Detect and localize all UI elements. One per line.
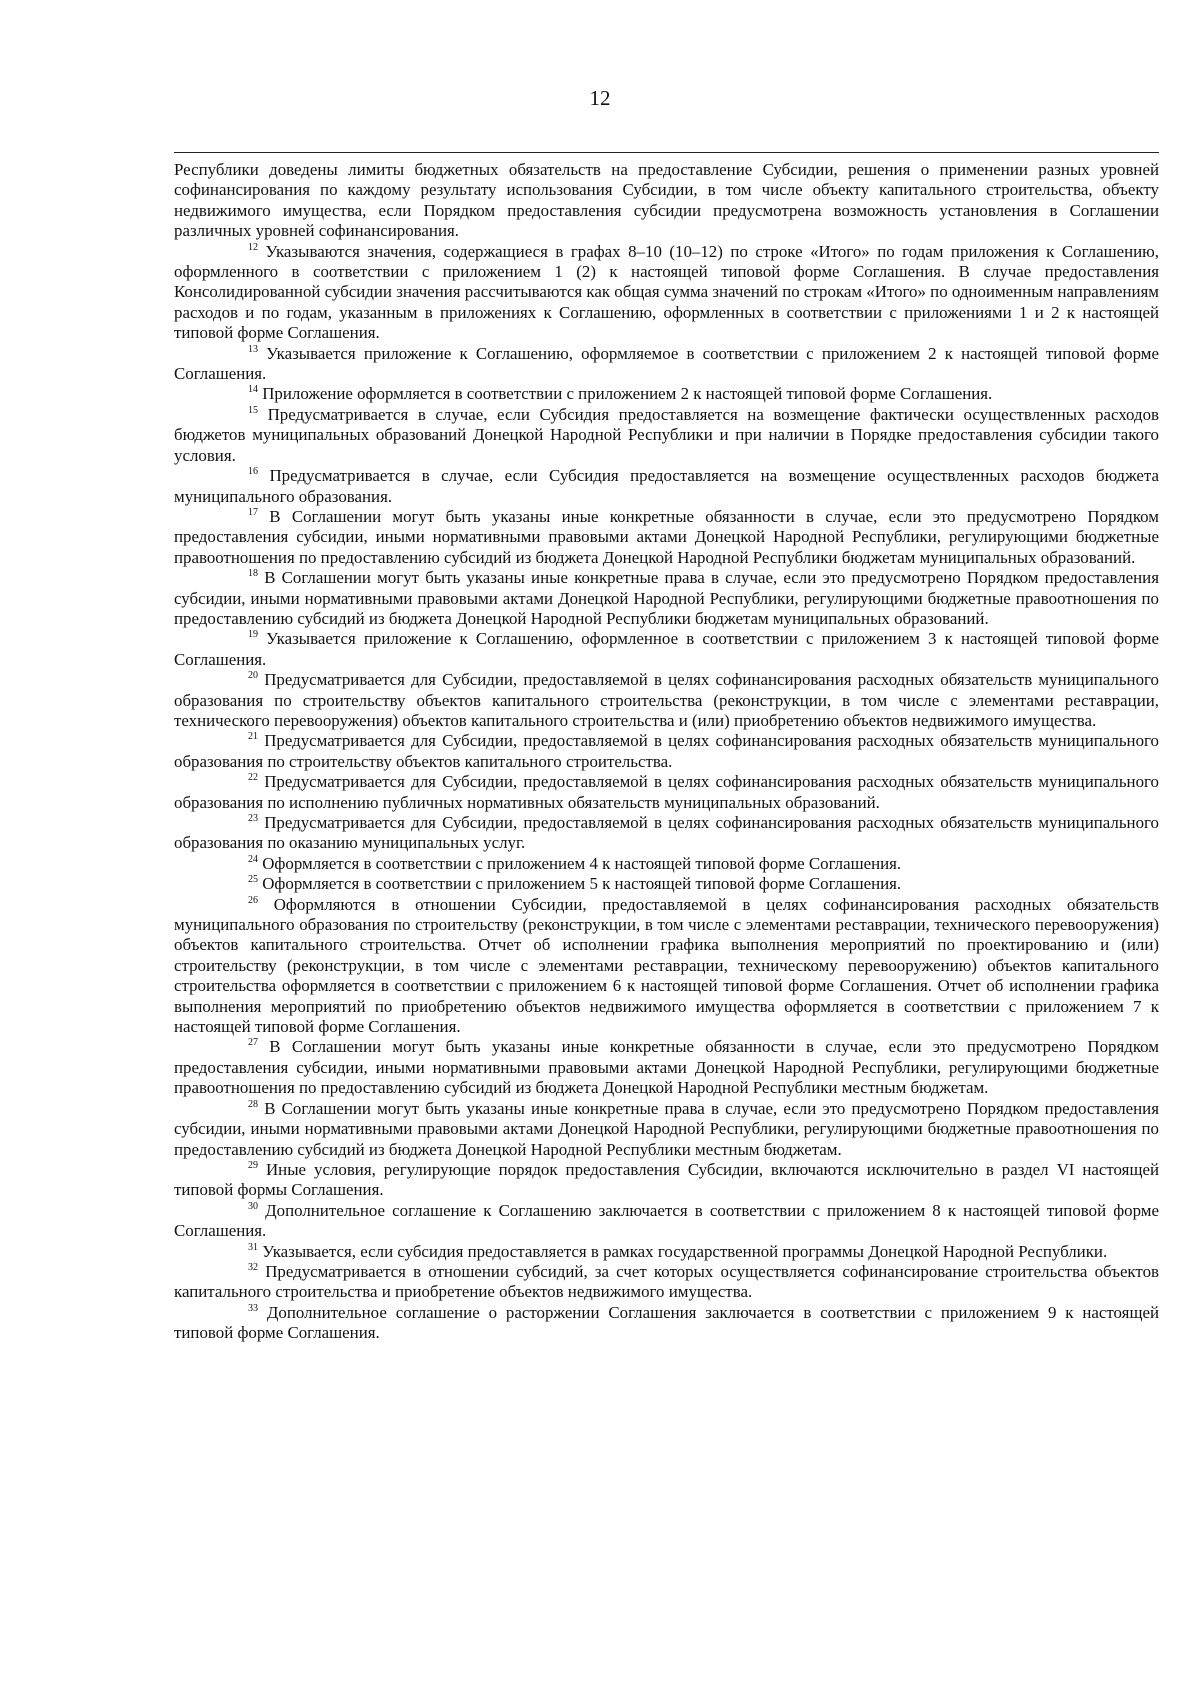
footnote-number: 29 bbox=[248, 1159, 258, 1171]
footnote-text: Приложение оформляется в соответствии с приложением 2 к настоящей типовой форме Соглашения. bbox=[262, 384, 993, 404]
footnote-19 bbox=[174, 629, 1159, 670]
footnote-27 bbox=[174, 1037, 1159, 1098]
footnote-number: 32 bbox=[248, 1261, 258, 1273]
footnote-number: 17 bbox=[248, 506, 258, 518]
footnote-number: 21 bbox=[248, 731, 258, 743]
footnote-text: Указывается, если субсидия предоставляется в рамках государственной программы Донецкой Народной Республики. bbox=[262, 1241, 1108, 1261]
footnote-20 bbox=[174, 670, 1159, 731]
page-number: 12 bbox=[589, 86, 611, 110]
footnote-18 bbox=[174, 568, 1159, 629]
footnote-number: 15 bbox=[248, 404, 258, 416]
footnote-text: Предусматривается для Субсидии, предоставляемой в целях софинансирования расходных обязательств муниципального образования по оказанию муниципальных услуг. bbox=[174, 813, 1159, 853]
footnote-text: В Соглашении могут быть указаны иные конкретные права в случае, если это предусмотрено Порядком предоставления субсидии, иными нормативными правовыми актами Донецкой Народной Республики, регулирующими бюджетные правоотношения по предоставлению субсидий из бюджета Донецкой Народной Республики бюджетам муниципальных образований. bbox=[174, 568, 1159, 628]
footnote-28 bbox=[174, 1099, 1159, 1160]
footnote-text: Предусматривается в случае, если Субсидия предоставляется на возмещение осуществленных расходов бюджета муниципального образования. bbox=[174, 466, 1159, 506]
footnote-text: Предусматривается для Субсидии, предоставляемой в целях софинансирования расходных обязательств муниципального образования по строительству объектов капитального строительства (реконструкции, в том числе с элементами реставрации, технического перевооружения) объектов капитального строительства и (или) приобретению объектов недвижимого имущества. bbox=[174, 670, 1159, 730]
footnote-23 bbox=[174, 813, 1159, 854]
footnote-33 bbox=[174, 1303, 1159, 1344]
footnote-number: 20 bbox=[248, 670, 258, 682]
footnote-32 bbox=[174, 1262, 1159, 1303]
footnote-text: Дополнительное соглашение к Соглашению заключается в соответствии с приложением 8 к настоящей типовой форме Соглашения. bbox=[174, 1200, 1159, 1241]
footnote-17 bbox=[174, 507, 1159, 568]
footnote-text: В Соглашении могут быть указаны иные конкретные обязанности в случае, если это предусмотрено Порядком предоставления субсидии, иными нормативными правовыми актами Донецкой Народной Республики, регулирующими бюджетные правоотношения по предоставлению субсидий из бюджета Донецкой Народной Республики местным бюджетам. bbox=[174, 1037, 1159, 1098]
footnote-number: 31 bbox=[248, 1241, 258, 1253]
footnote-text: Предусматривается в случае, если Субсидия предоставляется на возмещение фактически осуществленных расходов бюджетов муниципальных образований Донецкой Народной Республики и при наличии в Порядке предоставления субсидии такого условия. bbox=[174, 404, 1159, 465]
footnotes-block bbox=[174, 160, 1159, 1344]
footnote-31 bbox=[174, 1242, 1159, 1262]
footnote-29 bbox=[174, 1160, 1159, 1201]
footnote-number: 13 bbox=[248, 343, 258, 355]
footnote-text: Указывается приложение к Соглашению, оформленное в соответствии с приложением 3 к настоящей типовой форме Соглашения. bbox=[174, 629, 1159, 669]
footnote-number: 30 bbox=[248, 1200, 258, 1212]
footnote-number: 16 bbox=[248, 466, 258, 478]
footnote-number: 19 bbox=[248, 629, 258, 641]
footnote-number: 26 bbox=[248, 894, 258, 906]
footnote-25 bbox=[174, 874, 1159, 894]
footnote-separator bbox=[174, 152, 1159, 153]
footnote-12 bbox=[174, 242, 1159, 344]
footnote-text: Предусматривается для Субсидии, предоставляемой в целях софинансирования расходных обязательств муниципального образования по строительству объектов капитального строительства. bbox=[174, 731, 1159, 771]
footnote-text: Дополнительное соглашение о расторжении Соглашения заключается в соответствии с приложением 9 к настоящей типовой форме Соглашения. bbox=[174, 1302, 1159, 1343]
footnote-number: 27 bbox=[248, 1037, 258, 1049]
footnote-text: Оформляется в соответствии с приложением 5 к настоящей типовой форме Соглашения. bbox=[262, 874, 902, 894]
footnote-number: 28 bbox=[248, 1098, 258, 1110]
footnote-text: Указываются значения, содержащиеся в графах 8–10 (10–12) по строке «Итого» по годам приложения к Соглашению, оформленного в соответствии с приложением 1 (2) к настоящей типовой форме Соглашения. В случае предоставления Консолидированной субсидии значения рассчитываются как общая сумма значений по строкам «Итого» по одноименным направлениям расходов и по годам, указанным в приложениях к Соглашению, оформленных в соответствии с приложениями 1 и 2 к настоящей типовой форме Соглашения. bbox=[174, 241, 1159, 343]
footnote-text: Оформляется в соответствии с приложением 4 к настоящей типовой форме Соглашения. bbox=[262, 853, 902, 873]
footnote-13 bbox=[174, 344, 1159, 385]
footnote-number: 18 bbox=[248, 568, 258, 580]
footnote-number: 22 bbox=[248, 772, 258, 784]
footnote-number: 23 bbox=[248, 813, 258, 824]
footnote-text: Предусматривается в отношении субсидий, за счет которых осуществляется софинансирование строительства объектов капитального строительства и приобретение объектов недвижимого имущества. bbox=[174, 1261, 1159, 1302]
footnote-continuation: Республики доведены лимиты бюджетных обязательств на предоставление Субсидии, решения о применении разных уровней софинансирования по каждому результату использования Субсидии, в том числе объекту капитального строительства, объекту недвижимого имущества, если Порядком предоставления субсидии предусмотрена возможность установления в Соглашении различных уровней софинансирования. bbox=[174, 160, 1159, 241]
footnote-number: 12 bbox=[248, 241, 258, 253]
footnote-text: Предусматривается для Субсидии, предоставляемой в целях софинансирования расходных обязательств муниципального образования по исполнению публичных нормативных обязательств муниципальных образований. bbox=[174, 772, 1159, 812]
footnote-16 bbox=[174, 466, 1159, 507]
footnote-14 bbox=[174, 384, 1159, 404]
footnote-22 bbox=[174, 772, 1159, 813]
footnote-number: 25 bbox=[248, 874, 258, 886]
footnote-21 bbox=[174, 731, 1159, 772]
footnote-26 bbox=[174, 895, 1159, 1038]
footnote-15 bbox=[174, 405, 1159, 466]
footnote-30 bbox=[174, 1201, 1159, 1242]
footnote-number: 33 bbox=[248, 1302, 258, 1314]
footnote-text: Оформляются в отношении Субсидии, предоставляемой в целях софинансирования расходных обязательств муниципального образования по строительству (реконструкции, в том числе с элементами реставрации, технического перевооружения) объектов капитального строительства. Отчет об исполнении графика выполнения мероприятий по проектированию и (или) строительству (реконструкции, в том числе с элементами реставрации, техническому перевооружению) объектов капитального строительства оформляется в соответствии с приложением 6 к настоящей типовой форме Соглашения. Отчет об исполнении графика выполнения мероприятий по приобретению объектов недвижимого имущества оформляется в соответствии с приложением 7 к настоящей типовой форме Соглашения. bbox=[174, 894, 1159, 1037]
footnote-24 bbox=[174, 854, 1159, 874]
footnote-number: 14 bbox=[248, 384, 258, 396]
footnote-text: В Соглашении могут быть указаны иные конкретные права в случае, если это предусмотрено Порядком предоставления субсидии, иными нормативными правовыми актами Донецкой Народной Республики, регулирующими бюджетные правоотношения по предоставлению субсидий из бюджета Донецкой Народной Республики местным бюджетам. bbox=[174, 1098, 1159, 1159]
footnote-number: 24 bbox=[248, 853, 258, 865]
footnote-text: Указывается приложение к Соглашению, оформляемое в соответствии с приложением 2 к настоящей типовой форме Соглашения. bbox=[174, 343, 1159, 384]
footnote-text: В Соглашении могут быть указаны иные конкретные обязанности в случае, если это предусмотрено Порядком предоставления субсидии, иными нормативными правовыми актами Донецкой Народной Республики, регулирующими бюджетные правоотношения по предоставлению субсидий из бюджета Донецкой Народной Республики бюджетам муниципальных образований. bbox=[174, 506, 1159, 567]
footnote-text: Иные условия, регулирующие порядок предоставления Субсидии, включаются исключительно в раздел VI настоящей типовой формы Соглашения. bbox=[174, 1159, 1159, 1200]
